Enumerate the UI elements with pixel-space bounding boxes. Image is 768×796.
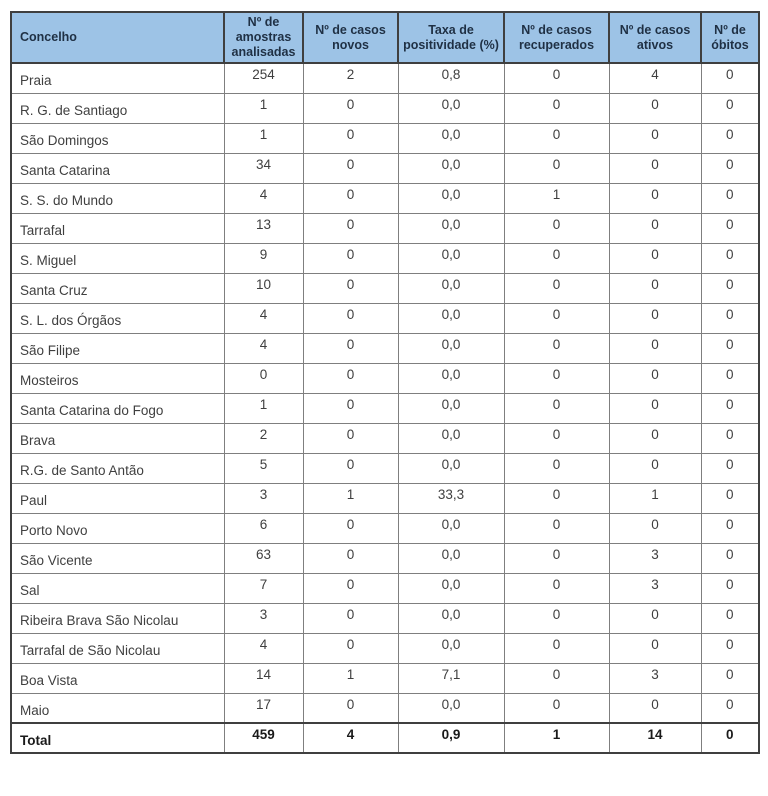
recuperados-cell: 0 bbox=[504, 303, 609, 333]
amostras-cell: 17 bbox=[224, 693, 303, 723]
ativos-cell: 0 bbox=[609, 183, 701, 213]
obitos-cell: 0 bbox=[701, 93, 759, 123]
amostras-cell: 1 bbox=[224, 93, 303, 123]
taxa-cell: 0,0 bbox=[398, 273, 504, 303]
table-row bbox=[11, 333, 759, 363]
amostras-cell: 2 bbox=[224, 423, 303, 453]
concelho-cell: São Vicente bbox=[11, 543, 224, 573]
amostras-cell: 4 bbox=[224, 333, 303, 363]
table-total-row bbox=[11, 723, 759, 753]
novos-cell: 0 bbox=[303, 633, 398, 663]
obitos-cell: 0 bbox=[701, 333, 759, 363]
obitos-cell: 0 bbox=[701, 363, 759, 393]
taxa-cell: 0,0 bbox=[398, 603, 504, 633]
ativos-cell: 0 bbox=[609, 633, 701, 663]
amostras-cell: 0 bbox=[224, 363, 303, 393]
amostras-cell: 6 bbox=[224, 513, 303, 543]
obitos-cell: 0 bbox=[701, 573, 759, 603]
taxa-cell: 33,3 bbox=[398, 483, 504, 513]
taxa-cell: 0,8 bbox=[398, 63, 504, 93]
ativos-cell: 0 bbox=[609, 453, 701, 483]
novos-cell: 0 bbox=[303, 93, 398, 123]
ativos-cell: 4 bbox=[609, 63, 701, 93]
novos-cell: 2 bbox=[303, 63, 398, 93]
concelho-cell: S. L. dos Órgãos bbox=[11, 303, 224, 333]
novos-cell: 0 bbox=[303, 243, 398, 273]
recuperados-cell: 0 bbox=[504, 663, 609, 693]
novos-cell: 0 bbox=[303, 123, 398, 153]
taxa-cell: 0,0 bbox=[398, 333, 504, 363]
table-row bbox=[11, 243, 759, 273]
novos-cell: 0 bbox=[303, 603, 398, 633]
obitos-cell: 0 bbox=[701, 693, 759, 723]
table-row bbox=[11, 303, 759, 333]
column-header-amostras-analisadas: Nº de amostras analisadas bbox=[224, 12, 303, 63]
obitos-cell: 0 bbox=[701, 483, 759, 513]
concelho-cell: Porto Novo bbox=[11, 513, 224, 543]
table-row bbox=[11, 513, 759, 543]
taxa-cell: 0,0 bbox=[398, 123, 504, 153]
novos-cell: 0 bbox=[303, 423, 398, 453]
column-header-casos-novos: Nº de casos novos bbox=[303, 12, 398, 63]
novos-cell: 0 bbox=[303, 543, 398, 573]
taxa-cell: 0,0 bbox=[398, 363, 504, 393]
novos-cell: 0 bbox=[303, 303, 398, 333]
obitos-cell: 0 bbox=[701, 213, 759, 243]
taxa-cell: 0,0 bbox=[398, 693, 504, 723]
ativos-cell: 0 bbox=[609, 693, 701, 723]
recuperados-cell: 0 bbox=[504, 393, 609, 423]
concelho-cell: S. Miguel bbox=[11, 243, 224, 273]
table-row bbox=[11, 453, 759, 483]
concelho-cell: Maio bbox=[11, 693, 224, 723]
ativos-cell: 0 bbox=[609, 393, 701, 423]
ativos-cell: 0 bbox=[609, 273, 701, 303]
column-header-concelho: Concelho bbox=[11, 12, 224, 63]
taxa-cell: 0,0 bbox=[398, 303, 504, 333]
amostras-cell: 34 bbox=[224, 153, 303, 183]
column-header-casos-recuperados: Nº de casos recuperados bbox=[504, 12, 609, 63]
table-row bbox=[11, 273, 759, 303]
obitos-cell: 0 bbox=[701, 183, 759, 213]
recuperados-cell: 0 bbox=[504, 273, 609, 303]
amostras-cell: 1 bbox=[224, 393, 303, 423]
concelho-cell: São Filipe bbox=[11, 333, 224, 363]
column-header-taxa-positividade: Taxa de positividade (%) bbox=[398, 12, 504, 63]
table-header-row bbox=[11, 12, 759, 63]
novos-cell: 0 bbox=[303, 513, 398, 543]
ativos-cell: 1 bbox=[609, 483, 701, 513]
table-row bbox=[11, 93, 759, 123]
ativos-cell: 3 bbox=[609, 663, 701, 693]
recuperados-cell: 0 bbox=[504, 453, 609, 483]
obitos-cell: 0 bbox=[701, 393, 759, 423]
taxa-cell: 0,0 bbox=[398, 153, 504, 183]
novos-cell: 0 bbox=[303, 213, 398, 243]
ativos-cell: 0 bbox=[609, 93, 701, 123]
ativos-cell: 3 bbox=[609, 543, 701, 573]
concelho-cell: Tarrafal de São Nicolau bbox=[11, 633, 224, 663]
concelho-cell: R.G. de Santo Antão bbox=[11, 453, 224, 483]
taxa-cell: 0,0 bbox=[398, 183, 504, 213]
concelho-cell: Mosteiros bbox=[11, 363, 224, 393]
ativos-cell: 0 bbox=[609, 603, 701, 633]
obitos-cell: 0 bbox=[701, 123, 759, 153]
column-header-casos-ativos: Nº de casos ativos bbox=[609, 12, 701, 63]
taxa-cell: 0,0 bbox=[398, 393, 504, 423]
ativos-cell: 0 bbox=[609, 513, 701, 543]
novos-cell: 0 bbox=[303, 393, 398, 423]
amostras-cell: 1 bbox=[224, 123, 303, 153]
recuperados-cell: 0 bbox=[504, 213, 609, 243]
ativos-cell: 0 bbox=[609, 423, 701, 453]
amostras-cell: 4 bbox=[224, 633, 303, 663]
table-row bbox=[11, 483, 759, 513]
amostras-cell: 459 bbox=[224, 723, 303, 753]
table-row bbox=[11, 603, 759, 633]
amostras-cell: 3 bbox=[224, 603, 303, 633]
obitos-cell: 0 bbox=[701, 243, 759, 273]
recuperados-cell: 0 bbox=[504, 543, 609, 573]
amostras-cell: 10 bbox=[224, 273, 303, 303]
concelho-cell: Tarrafal bbox=[11, 213, 224, 243]
total-label-cell: Total bbox=[11, 723, 224, 753]
recuperados-cell: 0 bbox=[504, 153, 609, 183]
recuperados-cell: 0 bbox=[504, 603, 609, 633]
table-row bbox=[11, 693, 759, 723]
concelho-cell: R. G. de Santiago bbox=[11, 93, 224, 123]
taxa-cell: 7,1 bbox=[398, 663, 504, 693]
recuperados-cell: 0 bbox=[504, 243, 609, 273]
amostras-cell: 4 bbox=[224, 183, 303, 213]
obitos-cell: 0 bbox=[701, 633, 759, 663]
novos-cell: 0 bbox=[303, 333, 398, 363]
recuperados-cell: 0 bbox=[504, 573, 609, 603]
taxa-cell: 0,0 bbox=[398, 543, 504, 573]
obitos-cell: 0 bbox=[701, 603, 759, 633]
obitos-cell: 0 bbox=[701, 513, 759, 543]
table-row bbox=[11, 153, 759, 183]
table-row bbox=[11, 213, 759, 243]
ativos-cell: 0 bbox=[609, 243, 701, 273]
concelho-cell: Paul bbox=[11, 483, 224, 513]
novos-cell: 0 bbox=[303, 363, 398, 393]
recuperados-cell: 1 bbox=[504, 183, 609, 213]
ativos-cell: 0 bbox=[609, 303, 701, 333]
concelho-cell: Ribeira Brava São Nicolau bbox=[11, 603, 224, 633]
concelho-cell: São Domingos bbox=[11, 123, 224, 153]
table-row bbox=[11, 393, 759, 423]
table-row bbox=[11, 543, 759, 573]
novos-cell: 0 bbox=[303, 693, 398, 723]
table-body bbox=[11, 63, 759, 753]
recuperados-cell: 0 bbox=[504, 63, 609, 93]
recuperados-cell: 0 bbox=[504, 513, 609, 543]
table-row bbox=[11, 363, 759, 393]
novos-cell: 0 bbox=[303, 183, 398, 213]
amostras-cell: 4 bbox=[224, 303, 303, 333]
recuperados-cell: 0 bbox=[504, 363, 609, 393]
obitos-cell: 0 bbox=[701, 153, 759, 183]
obitos-cell: 0 bbox=[701, 423, 759, 453]
recuperados-cell: 0 bbox=[504, 123, 609, 153]
concelho-cell: Sal bbox=[11, 573, 224, 603]
novos-cell: 0 bbox=[303, 573, 398, 603]
taxa-cell: 0,0 bbox=[398, 453, 504, 483]
obitos-cell: 0 bbox=[701, 63, 759, 93]
ativos-cell: 0 bbox=[609, 213, 701, 243]
taxa-cell: 0,9 bbox=[398, 723, 504, 753]
obitos-cell: 0 bbox=[701, 543, 759, 573]
taxa-cell: 0,0 bbox=[398, 213, 504, 243]
recuperados-cell: 0 bbox=[504, 693, 609, 723]
taxa-cell: 0,0 bbox=[398, 93, 504, 123]
amostras-cell: 9 bbox=[224, 243, 303, 273]
concelho-cell: Santa Catarina do Fogo bbox=[11, 393, 224, 423]
taxa-cell: 0,0 bbox=[398, 513, 504, 543]
amostras-cell: 254 bbox=[224, 63, 303, 93]
amostras-cell: 7 bbox=[224, 573, 303, 603]
amostras-cell: 13 bbox=[224, 213, 303, 243]
ativos-cell: 0 bbox=[609, 123, 701, 153]
obitos-cell: 0 bbox=[701, 663, 759, 693]
ativos-cell: 0 bbox=[609, 363, 701, 393]
table-row bbox=[11, 183, 759, 213]
obitos-cell: 0 bbox=[701, 453, 759, 483]
novos-cell: 0 bbox=[303, 153, 398, 183]
recuperados-cell: 1 bbox=[504, 723, 609, 753]
column-header-obitos: Nº de óbitos bbox=[701, 12, 759, 63]
taxa-cell: 0,0 bbox=[398, 573, 504, 603]
concelho-cell: Santa Catarina bbox=[11, 153, 224, 183]
taxa-cell: 0,0 bbox=[398, 633, 504, 663]
table-row bbox=[11, 663, 759, 693]
concelho-cell: Boa Vista bbox=[11, 663, 224, 693]
novos-cell: 0 bbox=[303, 273, 398, 303]
table-row bbox=[11, 633, 759, 663]
amostras-cell: 5 bbox=[224, 453, 303, 483]
amostras-cell: 63 bbox=[224, 543, 303, 573]
taxa-cell: 0,0 bbox=[398, 423, 504, 453]
ativos-cell: 3 bbox=[609, 573, 701, 603]
amostras-cell: 3 bbox=[224, 483, 303, 513]
table-row bbox=[11, 573, 759, 603]
recuperados-cell: 0 bbox=[504, 633, 609, 663]
ativos-cell: 0 bbox=[609, 153, 701, 183]
recuperados-cell: 0 bbox=[504, 423, 609, 453]
concelho-cell: Santa Cruz bbox=[11, 273, 224, 303]
obitos-cell: 0 bbox=[701, 273, 759, 303]
recuperados-cell: 0 bbox=[504, 93, 609, 123]
novos-cell: 1 bbox=[303, 663, 398, 693]
table-row bbox=[11, 423, 759, 453]
ativos-cell: 0 bbox=[609, 333, 701, 363]
taxa-cell: 0,0 bbox=[398, 243, 504, 273]
table-row bbox=[11, 63, 759, 93]
table-row bbox=[11, 123, 759, 153]
obitos-cell: 0 bbox=[701, 303, 759, 333]
novos-cell: 4 bbox=[303, 723, 398, 753]
recuperados-cell: 0 bbox=[504, 333, 609, 363]
concelho-cell: Brava bbox=[11, 423, 224, 453]
novos-cell: 1 bbox=[303, 483, 398, 513]
ativos-cell: 14 bbox=[609, 723, 701, 753]
novos-cell: 0 bbox=[303, 453, 398, 483]
covid-municipality-table bbox=[10, 11, 760, 754]
amostras-cell: 14 bbox=[224, 663, 303, 693]
recuperados-cell: 0 bbox=[504, 483, 609, 513]
concelho-cell: S. S. do Mundo bbox=[11, 183, 224, 213]
obitos-cell: 0 bbox=[701, 723, 759, 753]
concelho-cell: Praia bbox=[11, 63, 224, 93]
